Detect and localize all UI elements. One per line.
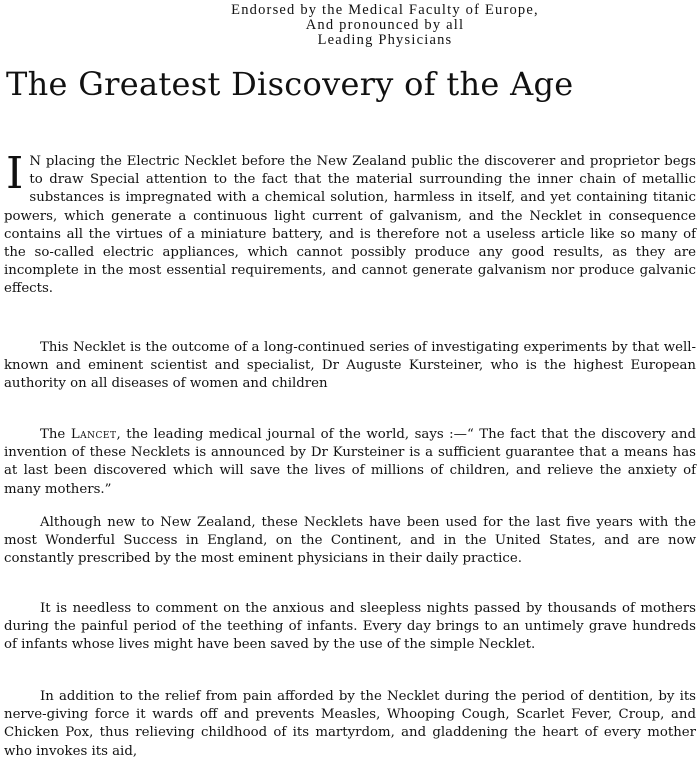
paragraph-4 <box>4 514 696 569</box>
paragraph-6 <box>4 688 696 761</box>
headline: The Greatest Discovery of the Age <box>6 65 574 103</box>
paragraph-2-text: This Necklet is the outcome of a long-continued series of investigating experiments by that well-known and eminent scientist and specialist, Dr Auguste Kursteiner, who is the highest European authority on all diseases of women and children <box>4 340 696 392</box>
masthead-line-2: And pronounced by all <box>305 17 465 33</box>
paragraph-3-text: , the leading medical journal of the world, says :—“ The fact that the discovery and invention of these Necklets is announced by Dr Kursteiner is a sufficient guarantee that a means has at last been discovered which will save the lives of millions of children, and relieve the anxiety of many mothers.” <box>4 427 697 497</box>
drop-cap: I <box>6 148 24 199</box>
paragraph-1-text: N placing the Electric Necklet before the New Zealand public the discoverer and proprietor begs to draw Special attention to the fact that the material surrounding the inner chain of metallic substances is impregnated with a chemical solution, harmless in itself, and yet containing titanic powers, which generate a continuous light current of galvanism, and the Necklet in consequence contains all the virtues of a miniature battery, and is therefore not a useless article like so many of the so-called electric appliances, which cannot possibly produce any good results, as they are incomplete in the most essential requirements, and cannot generate galvanism nor produce galvanic effects. <box>4 154 696 297</box>
paragraph-5 <box>4 600 696 655</box>
paragraph-1 <box>4 148 696 299</box>
lancet-title: Lancet <box>70 427 117 442</box>
paragraph-3 <box>4 426 696 499</box>
masthead-line-3: Leading Physicians <box>317 32 453 48</box>
paragraph-5-text: It is needless to comment on the anxious and sleepless nights passed by thousands of mothers during the painful period of the teething of infants. Every day brings to an untimely grave hundreds of infants whose lives might have been saved by the use of the simple Necklet. <box>4 601 696 653</box>
masthead <box>70 0 700 48</box>
paragraph-4-text: Although new to New Zealand, these Necklets have been used for the last five years with the most Wonderful Success in England, on the Continent, and in the United States, and are now constantly prescribed by the most eminent physicians in their daily practice. <box>4 515 696 567</box>
paragraph-2 <box>4 339 696 394</box>
masthead-line-1: Endorsed by the Medical Faculty of Europe, <box>231 2 539 18</box>
paragraph-6-text: In addition to the relief from pain afforded by the Necklet during the period of dentition, by its nerve-giving force it wards off and prevents Measles, Whooping Cough, Scarlet Fever, Croup, and Chicken Pox, thus relieving childhood of its martyrdom, and gladdening the heart of every mother who invokes its aid, <box>4 689 696 759</box>
paragraph-3-lead: The <box>40 427 71 442</box>
